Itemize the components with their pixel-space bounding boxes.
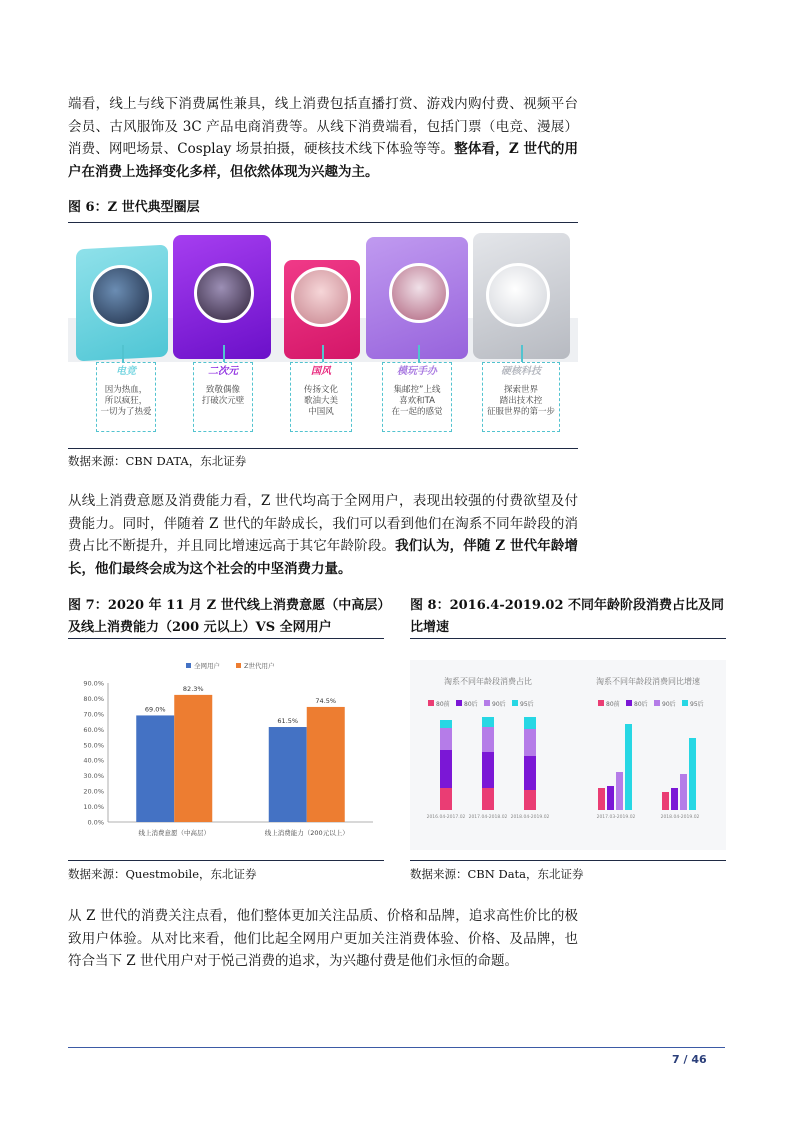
bar: [269, 727, 307, 822]
label-box-guofeng: [290, 362, 352, 432]
connector: [322, 345, 324, 363]
figure-6-bottom-rule: [68, 448, 578, 449]
figure-7-source: 数据来源：Questmobile，东北证券: [68, 867, 257, 881]
desc-guofeng: 传扬文化 歌油大美 中国风: [303, 385, 338, 417]
bar: [616, 772, 623, 810]
figure-8-top-rule: [410, 638, 726, 639]
legend-swatch: [512, 700, 518, 706]
legend-swatch: [626, 700, 632, 706]
figure-7-title: 图 7：2020 年 11 月 Z 世代线上消费意愿（中高层）及线上消费能力（200 元以上）VS 全网用户: [68, 598, 384, 635]
connector: [521, 345, 523, 363]
label-box-esports: [96, 362, 156, 432]
stack-segment: [440, 720, 452, 728]
desc-esports: 因为热血， 所以疯狂， 一切为了热爱: [100, 385, 152, 417]
label-models: 模玩手办: [397, 366, 437, 377]
bar: [598, 788, 605, 810]
label-acg: 二次元: [208, 366, 238, 377]
paragraph-focus: [68, 905, 578, 973]
figure-8-charts: [410, 660, 726, 850]
legend-swatch: [654, 700, 660, 706]
figure-8-bottom-rule: [410, 860, 726, 861]
legend-swatch: [484, 700, 490, 706]
stack-segment: [440, 788, 452, 810]
y-tick-label: 70.0%: [83, 710, 104, 719]
label-box-tech: [482, 362, 560, 432]
guofeng-image: [291, 267, 351, 327]
y-tick-label: 30.0%: [83, 772, 104, 781]
paragraph-intro-conclusion: 整体看，Z 世代的用户在消费上选择变化多样，但依然体现为兴趣为主。: [68, 141, 579, 180]
right-chart-title: 淘系不同年龄段消费同比增速: [596, 677, 700, 686]
legend-label: 80前: [606, 701, 620, 708]
connector: [122, 345, 124, 363]
label-tech: 硬核科技: [501, 366, 541, 377]
label-box-acg: [193, 362, 253, 432]
x-tick-label: 2018.04-2019.02: [510, 815, 550, 820]
stack-segment: [440, 750, 452, 788]
legend-swatch: [186, 663, 191, 668]
stack-segment: [524, 717, 536, 729]
figure-6-circles: [68, 225, 578, 440]
legend-label: 95后: [690, 701, 704, 708]
y-tick-label: 90.0%: [83, 679, 104, 688]
connector: [223, 345, 225, 363]
paragraph-consumption-text: 从线上消费意愿及消费能力看，Z 世代均高于全网用户，表现出较强的付费欲望及付费能力。同时，伴随着 Z 世代的年龄成长，我们可以看到他们在淘系不同年龄段的消费占比不断提升，并且同比增速远高于其它年龄阶段。: [68, 493, 578, 554]
legend-label: 80后: [634, 701, 648, 708]
stack-segment: [482, 717, 494, 727]
bar: [136, 715, 174, 822]
figure-7-top-rule: [68, 638, 384, 639]
footer-rule: [68, 1047, 725, 1048]
stack-segment: [524, 790, 536, 810]
esports-image: [90, 265, 152, 327]
acg-image: [194, 263, 254, 323]
stack-segment: [482, 752, 494, 788]
desc-tech: 探索世界 踏出技术控 征服世界的第一步: [486, 385, 555, 417]
label-box-models: [382, 362, 452, 432]
stack-segment: [482, 727, 494, 752]
x-tick-label: 2018.04-2019.02: [660, 815, 700, 820]
figure-7-bar-chart: [68, 655, 384, 855]
legend-label: 90后: [492, 701, 506, 708]
legend-swatch: [682, 700, 688, 706]
legend-label: 90后: [662, 701, 676, 708]
legend-label: 全网用户: [194, 662, 220, 670]
connector: [418, 345, 420, 363]
y-tick-label: 80.0%: [83, 694, 104, 703]
desc-models: 集邮控”上线 喜欢和TA 在一起的感觉: [391, 385, 443, 417]
bar: [671, 788, 678, 810]
y-tick-label: 10.0%: [83, 803, 104, 812]
left-chart-title: 淘系不同年龄段消费占比: [444, 677, 532, 686]
x-tick-label: 线上消费意愿（中高层）: [138, 829, 210, 837]
models-image: [389, 263, 449, 323]
y-tick-label: 40.0%: [83, 756, 104, 765]
label-guofeng: 国风: [311, 366, 331, 377]
legend-label: Z世代用户: [244, 662, 275, 670]
stack-segment: [482, 788, 494, 810]
paragraph-consumption: [68, 490, 578, 580]
data-label: 69.0%: [144, 705, 166, 714]
label-esports: 电竞: [116, 366, 136, 377]
y-tick-label: 60.0%: [83, 725, 104, 734]
figure-8-title: 图 8：2016.4-2019.02 不同年龄阶段消费占比及同比增速: [410, 598, 725, 635]
paragraph-intro: [68, 93, 578, 183]
x-tick-label: 线上消费能力（200元以上）: [264, 829, 349, 837]
legend-label: 95后: [520, 701, 534, 708]
bar: [689, 738, 696, 810]
y-tick-label: 20.0%: [83, 787, 104, 796]
paragraph-intro-text: 端看，线上与线下消费属性兼具，线上消费包括直播打赏、游戏内购付费、视频平台会员、古风服饰及 3C 产品电商消费等。从线下消费端看，包括门票（电竞、漫展）消费、网吧场景、Cosplay 场景拍摄，硬核技术线下体验等等。: [68, 96, 578, 157]
bar: [174, 695, 212, 822]
stack-segment: [524, 756, 536, 790]
data-label: 82.3%: [182, 684, 204, 693]
figure-8-image: [410, 660, 726, 850]
figure-8-source: 数据来源：CBN Data，东北证券: [410, 867, 584, 881]
legend-label: 80前: [436, 701, 450, 708]
legend-swatch: [598, 700, 604, 706]
data-label: 74.5%: [315, 696, 337, 705]
x-tick-label: 2017.04-2018.02: [468, 815, 508, 820]
legend-swatch: [456, 700, 462, 706]
figure-6-title: 图 6：Z 世代典型圈层: [68, 200, 200, 215]
y-tick-label: 50.0%: [83, 741, 104, 750]
page-number: 7 / 46: [672, 1053, 707, 1066]
figure-7-bottom-rule: [68, 860, 384, 861]
desc-acg: 致敬偶像 打破次元壁: [201, 385, 245, 406]
bar: [662, 792, 669, 810]
figure-6-top-rule: [68, 222, 578, 223]
bar: [625, 724, 632, 810]
x-tick-label: 2017.03-2019.02: [596, 815, 636, 820]
stack-segment: [524, 729, 536, 756]
data-label: 61.5%: [277, 717, 299, 726]
bar: [680, 774, 687, 810]
tech-image: [486, 263, 550, 327]
legend-swatch: [428, 700, 434, 706]
y-tick-label: 0.0%: [87, 818, 104, 827]
paragraph-consumption-conclusion: 我们认为，伴随 Z 世代年龄增长，他们最终会成为这个社会的中坚消费力量。: [68, 538, 578, 577]
bar: [307, 707, 345, 822]
bar: [607, 786, 614, 810]
legend-swatch: [236, 663, 241, 668]
legend-label: 80后: [464, 701, 478, 708]
x-tick-label: 2016.04-2017.02: [426, 815, 466, 820]
paragraph-focus-text: 从 Z 世代的消费关注点看，他们整体更加关注品质、价格和品牌，追求高性价比的极致用户体验。从对比来看，他们比起全网用户更加关注消费体验、价格、及品牌，也符合当下 Z 世代用户对于悦己消费的追求，为兴趣付费是他们永恒的命题。: [68, 908, 578, 969]
figure-6-source: 数据来源：CBN DATA，东北证券: [68, 454, 247, 468]
stack-segment: [440, 728, 452, 750]
